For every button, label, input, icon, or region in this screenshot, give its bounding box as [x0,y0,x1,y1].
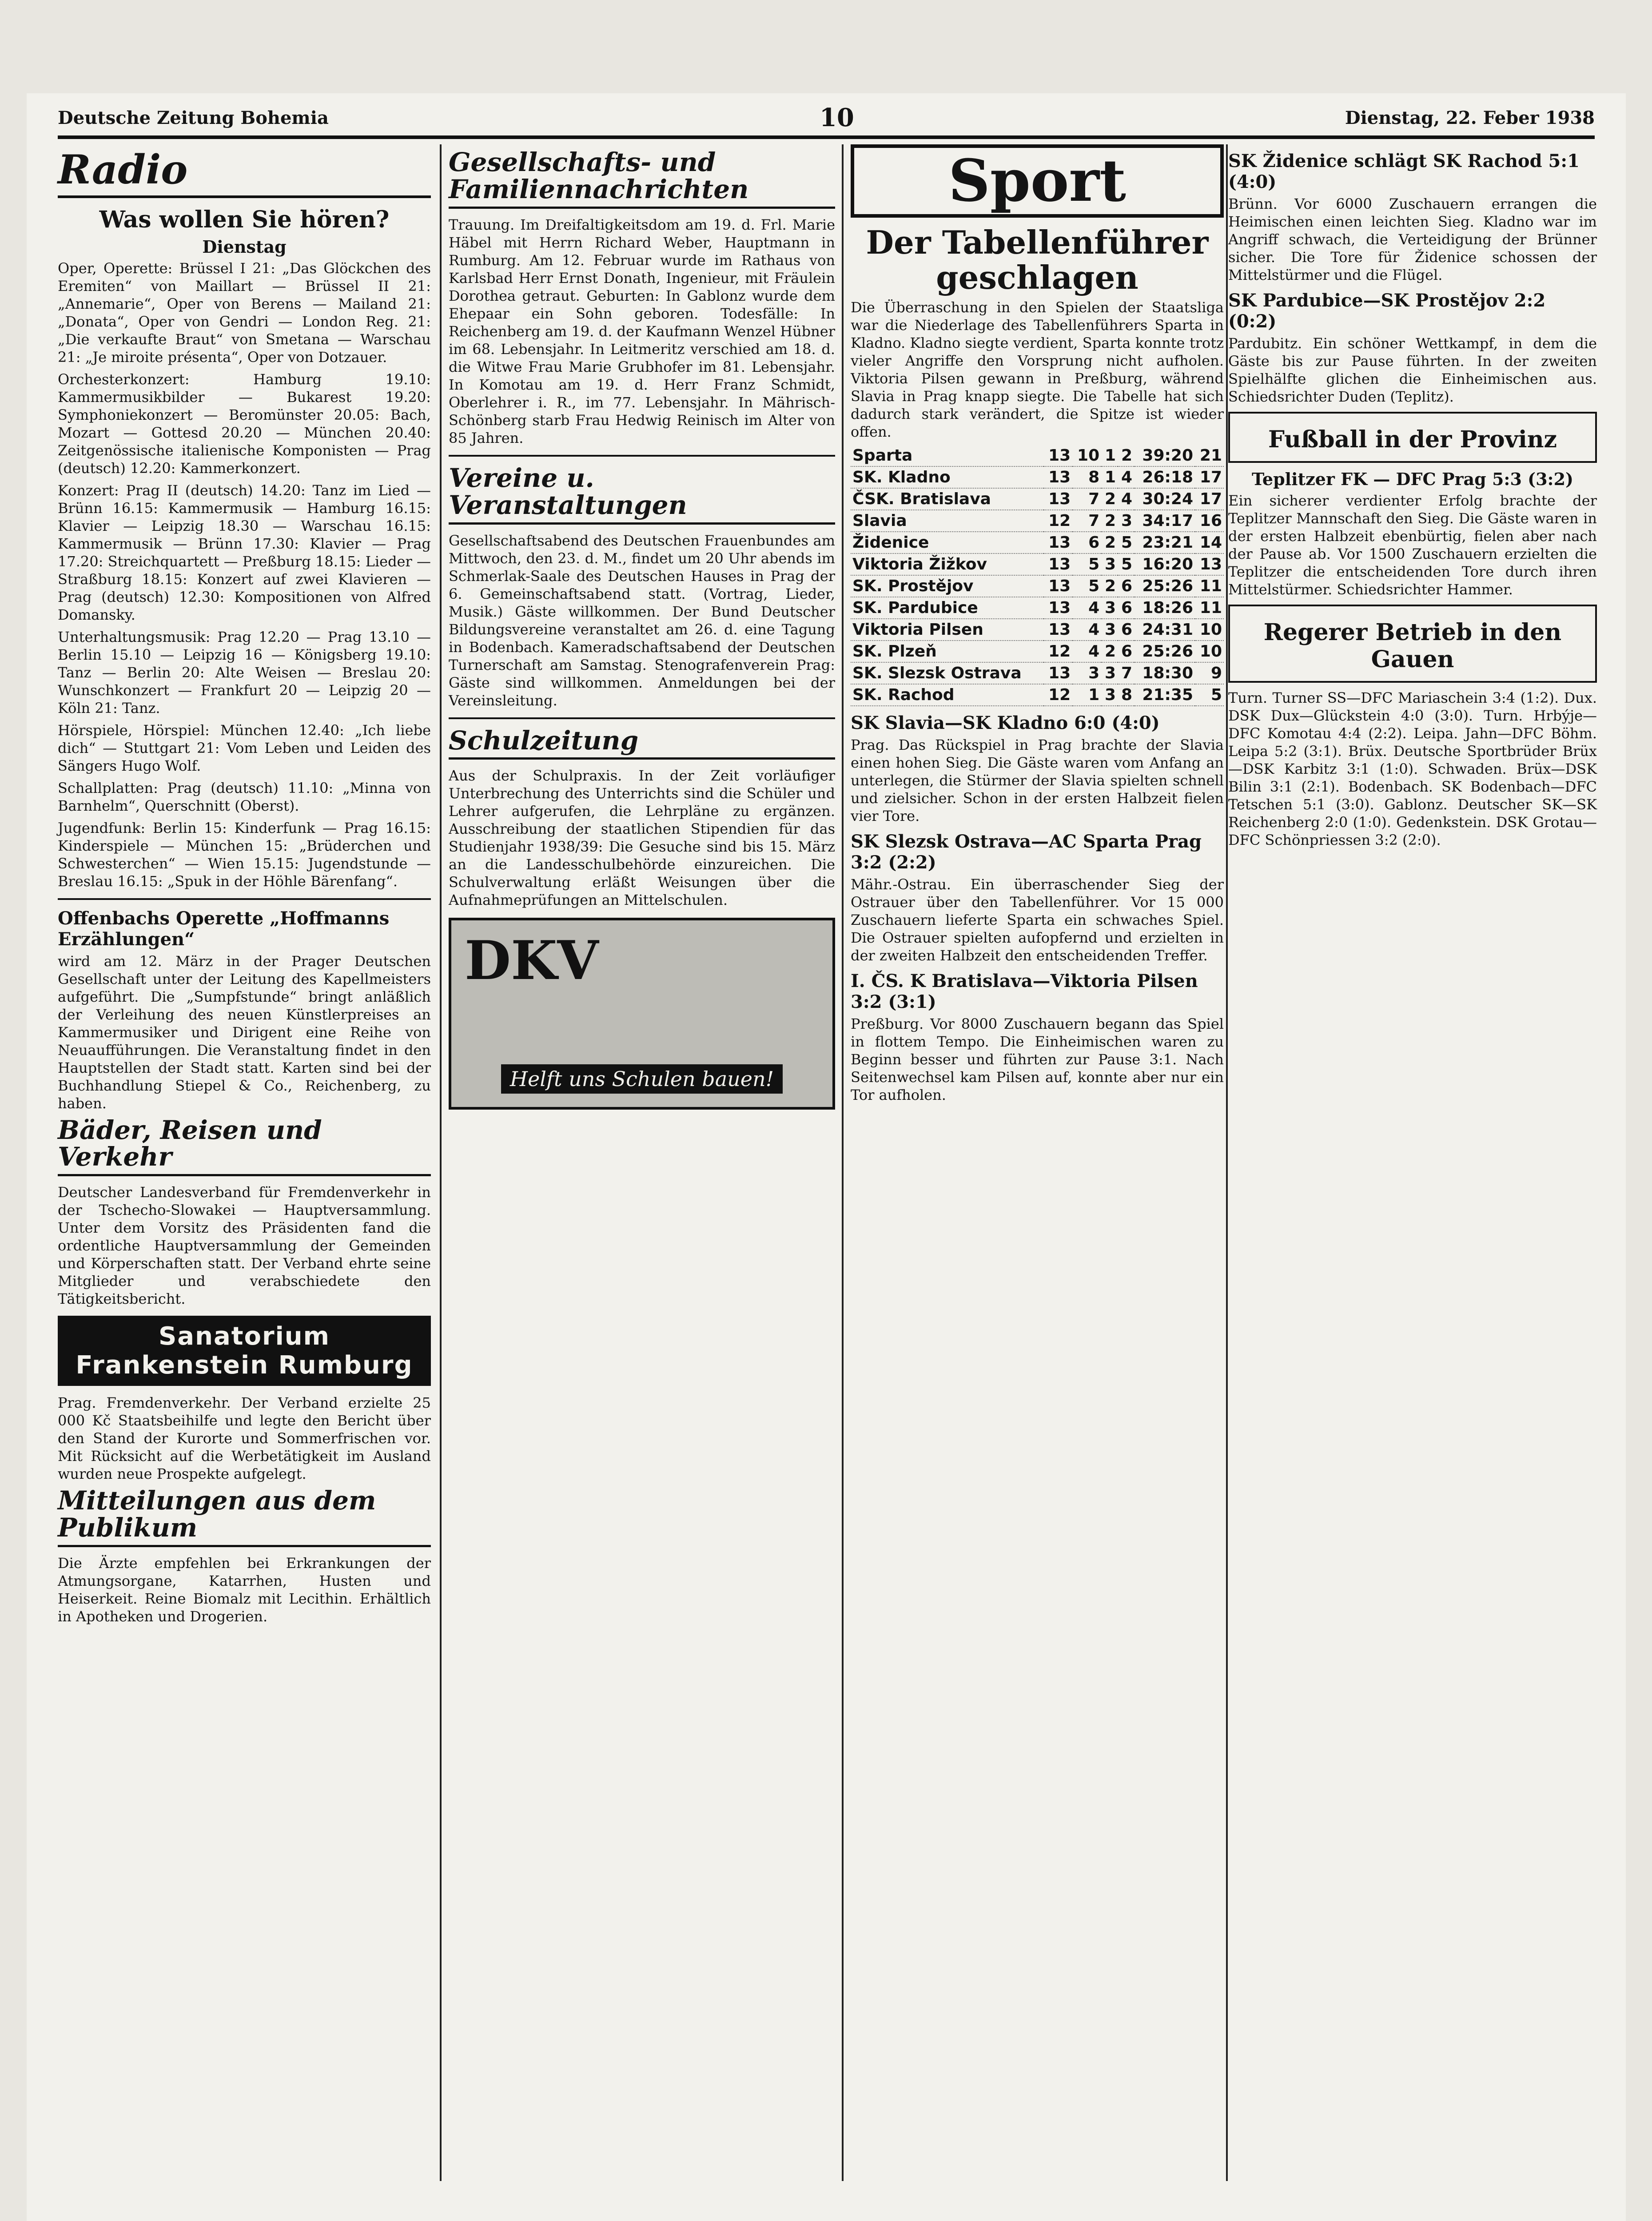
table-cell-w: 4 [1072,641,1101,662]
table-cell-p: 13 [1043,532,1072,553]
table-cell-p: 13 [1043,488,1072,510]
page-header [58,104,1595,131]
match-text: Brünn. Vor 6000 Zuschauern errangen die Heimischen einen leichten Sieg. Kladno war im Angriff schwach, die Verteidigung der Brünner sicher. Die Tore für Židenice schossen der Mittelstürmer und die Flügel. [1228,195,1597,283]
sport-lead-text: Die Überraschung in den Spielen der Staatsliga war die Niederlage des Tabellenführers Sparta in Kladno. Kladno siegte verdient, Sparta konnte trotz vieler Angriffe den Vorsprung nicht aufholen. Viktoria Pilsen gewann in Preßburg, während Slavia in Prag knapp siegte. Die Tabelle hat sich dadurch stark verändert, die Spitze ist wieder offen. [851,299,1224,440]
province-text: Ein sicherer verdienter Erfolg brachte der Teplitzer Mannschaft den Sieg. Die Gäste waren in der ersten Halbzeit ebenbürtig, fielen aber nach der Pause ab. Vor 1500 Zuschauern erzielten die Teplitzer die entscheidenden Tore durch ihren Mittelstürmer. Schiedsrichter Hammer. [1228,492,1597,598]
gaue-text: Turn. Turner SS—DFC Mariaschein 3:4 (1:2). Dux. DSK Dux—Glückstein 4:0 (3:0). Turn. Hrbýje—DFC Komotau 4:4 (2:2). Leipa. Jahn—DFC Böhm. Leipa 5:2 (3:1). Brüx. Deutsche Sportbrüder Brüx—DSK Karbitz 3:1 (1:0). Schwaden. Brüx—DSK Bilin 3:1 (2:1). Bodenbach. SK Bodenbach—DFC Tetschen 5:1 (3:0). Gablonz. Deutscher SK—SK Reichenberg 2:0 (1:0). Gedenkstein. DSK Grotau—DFC Schönpriessen 3:2 (2:0). [1228,689,1597,848]
table-cell-d: 3 [1101,662,1118,684]
table-cell-d: 2 [1101,510,1118,532]
table-cell-d: 2 [1101,488,1118,510]
travel-text-2: Prag. Fremdenverkehr. Der Verband erzielte 25 000 Kč Staatsbeihilfe und legte den Bericht über den Stand der Kurorte und Sommerfrischen vor. Mit Rücksicht auf die Werbetätigkeit im Ausland wurden neue Prospekte aufgelegt. [58,1394,431,1483]
society-title: Gesellschafts- und Familiennachrichten [449,149,835,209]
radio-program: Oper, Operette: Brüssel I 21: „Das Glöckchen des Eremiten“ von Maillart — Brüssel II 21: „Annemarie“, Oper von Berens — Mailand 21: „Donata“, Oper von Gendri — London Reg. 21: „Die verkaufte Braut“ von Smetana — Warschau 21: „Je miroite présenta“, Oper von Dotzauer. [58,259,431,366]
table-cell-team: SK. Pardubice [851,597,1043,619]
table-cell-goals: 18:30 [1134,662,1195,684]
table-cell-l: 4 [1118,488,1134,510]
table-cell-p: 13 [1043,553,1072,575]
table-cell-team: SK. Plzeň [851,641,1043,662]
table-cell-pts: 16 [1195,510,1224,532]
table-cell-team: Židenice [851,532,1043,553]
table-cell-w: 5 [1072,553,1101,575]
theater-heading: Offenbachs Operette „Hoffmanns Erzählungen“ [58,908,390,950]
table-cell-pts: 11 [1195,575,1224,597]
match-text: Prag. Das Rückspiel in Prag brachte der Slavia einen hohen Sieg. Die Gäste waren vom Anfang an unterlegen, die Stürmer der Slavia spielten schnell und zielsicher. Schon in der ersten Halbzeit fielen vier Tore. [851,736,1224,824]
table-cell-goals: 16:20 [1134,553,1195,575]
province-box [1228,412,1597,463]
table-cell-pts: 14 [1195,532,1224,553]
table-cell-l: 8 [1118,684,1134,706]
table-cell-l: 5 [1118,532,1134,553]
table-cell-p: 13 [1043,575,1072,597]
match-title: SK Slavia—SK Kladno 6:0 (4:0) [851,712,1160,733]
table-cell-goals: 34:17 [1134,510,1195,532]
sport-lead-title: Der Tabellenführer geschlagen [866,223,1209,296]
match-title: SK Slezsk Ostrava—AC Sparta Prag 3:2 (2:2) [851,831,1202,873]
table-cell-l: 6 [1118,597,1134,619]
table-cell-pts: 17 [1195,488,1224,510]
radio-title: Radio [58,149,431,198]
issue-date: Dienstag, 22. Feber 1938 [1345,107,1595,128]
table-row [851,466,1224,488]
table-cell-w: 10 [1072,445,1101,466]
table-cell-team: Viktoria Pilsen [851,619,1043,641]
radio-program: Hörspiele, Hörspiel: München 12.40: „Ich liebe dich“ — Stuttgart 21: Vom Leben und Leiden des Sängers Hugo Wolf. [58,721,431,774]
column-divider [440,144,442,2181]
school-text: Aus der Schulpraxis. In der Zeit vorläufiger Unterbrechung des Unterrichts sind die Schüler und Lehrer aufgerufen, die Lehrpläne zu ergänzen. Ausschreibung der staatlichen Stipendien für das Studienjahr 1938/39: Die Gesuche sind bis 15. März an die Landesschulbehörde einzureichen. Die Schulverwaltung erläßt Weisungen über die Aufnahmeprüfungen an Mittelschulen. [449,767,835,909]
table-cell-w: 5 [1072,575,1101,597]
table-cell-l: 2 [1118,445,1134,466]
column-divider [842,144,844,2181]
match-text: Mähr.-Ostrau. Ein überraschender Sieg der Ostrauer über den Tabellenführer. Vor 15 000 Zuschauern lieferte Sparta ein schwaches Spiel. Die Ostrauer spielten aufopfernd und erzielten in der zweiten Halbzeit den entscheidenden Treffer. [851,876,1224,964]
column-divider [1226,144,1228,2181]
table-cell-team: Viktoria Žižkov [851,553,1043,575]
table-cell-team: Slavia [851,510,1043,532]
table-cell-l: 4 [1118,466,1134,488]
province-subtitle: Teplitzer FK — DFC Prag 5:3 (3:2) [1252,469,1573,489]
league-table [851,445,1224,706]
table-cell-pts: 10 [1195,619,1224,641]
table-cell-team: ČSK. Bratislava [851,488,1043,510]
table-cell-team: SK. Rachod [851,684,1043,706]
theater-text: wird am 12. März in der Prager Deutschen Gesellschaft unter der Leitung des Kapellmeisters aufgeführt. Die „Sumpfstunde“ bringt anläßlich der Verleihung des neuen Künstlerpreises an Kammermusiker und Dirigent eine Reihe von Neuaufführungen. Die Veranstaltung findet in den Hauptstellen der Stadt statt. Karten sind bei der Buchhandlung Stiepel & Co., Reichenberg, zu haben. [58,952,431,1112]
table-cell-d: 2 [1101,641,1118,662]
table-cell-p: 13 [1043,466,1072,488]
radio-program: Schallplatten: Prag (deutsch) 11.10: „Minna von Barnhelm“, Querschnitt (Oberst). [58,779,431,814]
column-sport-2 [1228,144,1597,2190]
table-cell-d: 3 [1101,684,1118,706]
table-cell-d: 3 [1101,597,1118,619]
table-cell-w: 7 [1072,488,1101,510]
poster-slogan: Helft uns Schulen bauen! [501,1064,783,1094]
table-cell-pts: 13 [1195,553,1224,575]
table-cell-d: 2 [1101,575,1118,597]
table-cell-p: 13 [1043,445,1072,466]
table-cell-p: 12 [1043,510,1072,532]
sanatorium-ad: Sanatorium Frankenstein Rumburg [58,1316,431,1386]
table-cell-w: 7 [1072,510,1101,532]
section-divider [449,455,835,457]
table-cell-pts: 9 [1195,662,1224,684]
section-divider [58,898,431,900]
table-cell-goals: 24:31 [1134,619,1195,641]
table-cell-p: 12 [1043,641,1072,662]
table-cell-pts: 5 [1195,684,1224,706]
society-text: Trauung. Im Dreifaltigkeitsdom am 19. d. Frl. Marie Häbel mit Herrn Richard Weber, Hauptmann in Rumburg. Am 12. Februar wurde im Rathaus von Karlsbad Herr Ernst Donath, Ingenieur, mit Fräulein Dorothea getraut. Geburten: In Gablonz wurde dem Ehepaar ein Sohn geboren. Todesfälle: In Reichenberg am 19. d. der Kaufmann Wenzel Hübner im 68. Lebensjahr. In Leitmeritz verschied am 18. d. die Witwe Frau Marie Grubhofer im 81. Lebensjahr. In Komotau am 19. d. Herr Franz Schmidt, Oberlehrer i. R., im 77. Lebensjahr. In Mährisch-Schönberg starb Frau Hedwig Reinisch im Alter von 85 Jahren. [449,216,835,446]
radio-program: Orchesterkonzert: Hamburg 19.10: Kammermusikbilder — Bukarest 19.20: Symphoniekonzert — Beromünster 20.05: Bach, Mozart — Gottesd 20.20 — München 20.40: Zeitgenössische italienische Komponisten — Prag (deutsch) 12.20: Kammerkonzert. [58,370,431,477]
table-cell-p: 12 [1043,684,1072,706]
sport-title: Sport [851,144,1224,218]
gaue-title: Regerer Betrieb in den Gauen [1263,619,1562,673]
radio-heading: Was wollen Sie hören? [99,206,390,233]
table-row [851,597,1224,619]
table-cell-pts: 10 [1195,641,1224,662]
table-cell-d: 3 [1101,619,1118,641]
table-cell-goals: 25:26 [1134,641,1195,662]
match-title: SK Pardubice—SK Prostějov 2:2 (0:2) [1228,290,1546,332]
table-cell-w: 1 [1072,684,1101,706]
section-divider [449,717,835,719]
table-row [851,619,1224,641]
table-row [851,662,1224,684]
table-cell-goals: 26:18 [1134,466,1195,488]
radio-program: Konzert: Prag II (deutsch) 14.20: Tanz im Lied — Brünn 16.15: Kammermusik — Hamburg 16.15: Klavier — Leipzig 18.30 — Warschau 16.15: Kammermusik — Brünn 17.30: Klavier — Prag 17.20: Streichquartett — Preßburg 18.15: Lieder — Straßburg 18.15: Konzert auf zwei Klavieren — Prag (deutsch) 12.30: Kompositionen von Alfred Domansky. [58,482,431,623]
column-radio [58,144,431,2190]
table-cell-team: Sparta [851,445,1043,466]
public-title: Mitteilungen aus dem Publikum [58,1487,431,1547]
table-cell-goals: 23:21 [1134,532,1195,553]
dkv-poster [449,918,835,1110]
table-cell-l: 6 [1118,619,1134,641]
match-title: SK Židenice schlägt SK Rachod 5:1 (4:0) [1228,151,1580,192]
table-cell-w: 6 [1072,532,1101,553]
table-cell-goals: 39:20 [1134,445,1195,466]
gaue-box [1228,605,1597,683]
table-cell-pts: 21 [1195,445,1224,466]
travel-text: Deutscher Landesverband für Fremdenverkehr in der Tschecho-Slowakei — Hauptversammlung. Unter dem Vorsitz des Präsidenten fand die ordentliche Hauptversammlung der Gemeinden und Körperschaften statt. Der Verband ehrte seine Mitglieder und verabschiedete den Tätigkeitsbericht. [58,1184,431,1308]
table-row [851,684,1224,706]
match-text: Pardubitz. Ein schöner Wettkampf, in dem die Gäste bis zur Pause führten. In der zweiten Spielhälfte glichen die Einheimischen aus. Schiedsrichter Duden (Teplitz). [1228,335,1597,405]
table-cell-goals: 30:24 [1134,488,1195,510]
clubs-title: Vereine u. Veranstaltungen [449,465,835,525]
table-cell-goals: 21:35 [1134,684,1195,706]
paper-name: Deutsche Zeitung Bohemia [58,107,329,128]
table-row [851,445,1224,466]
table-cell-d: 1 [1101,466,1118,488]
table-row [851,575,1224,597]
travel-title: Bäder, Reisen und Verkehr [58,1117,431,1177]
table-cell-p: 13 [1043,662,1072,684]
table-cell-l: 3 [1118,510,1134,532]
school-title: Schulzeitung [449,727,835,760]
table-cell-d: 1 [1101,445,1118,466]
header-rule [58,135,1595,139]
radio-program: Unterhaltungsmusik: Prag 12.20 — Prag 13.10 — Berlin 15.10 — Leipzig 16 — Königsberg 19.10: Tanz — Berlin 20: Alte Weisen — Breslau 20: Wunschkonzert — Frankfurt 20 — Leipzig 20 — Köln 21: Tanz. [58,628,431,716]
match-text: Preßburg. Vor 8000 Zuschauern begann das Spiel in flottem Tempo. Die Einheimischen waren zu Beginn besser und führten zur Pause 3:1. Nach Seitenwechsel kam Pilsen auf, konnte aber nur ein Tor aufholen. [851,1015,1224,1103]
column-society [449,144,835,2190]
table-cell-goals: 25:26 [1134,575,1195,597]
page-number: 10 [819,103,854,132]
table-cell-l: 6 [1118,575,1134,597]
table-cell-w: 4 [1072,619,1101,641]
table-cell-goals: 18:26 [1134,597,1195,619]
table-cell-d: 2 [1101,532,1118,553]
table-row [851,532,1224,553]
table-cell-pts: 17 [1195,466,1224,488]
match-title: I. ČS. K Bratislava—Viktoria Pilsen 3:2 (3:1) [851,970,1198,1012]
table-cell-w: 4 [1072,597,1101,619]
radio-program: Jugendfunk: Berlin 15: Kinderfunk — Prag 16.15: Kinderspiele — München 15: „Brüderchen und Schwesterchen“ — Wien 15.15: Jugendstunde — Breslau 16.15: „Spuk in der Höhle Bärenfang“. [58,819,431,890]
table-cell-l: 6 [1118,641,1134,662]
radio-day: Dienstag [202,236,287,257]
table-cell-l: 5 [1118,553,1134,575]
table-cell-p: 13 [1043,619,1072,641]
table-row [851,553,1224,575]
table-cell-l: 7 [1118,662,1134,684]
table-row [851,641,1224,662]
table-cell-w: 8 [1072,466,1101,488]
dkv-logo: DKV [465,929,599,992]
table-cell-team: SK. Kladno [851,466,1043,488]
table-cell-p: 13 [1043,597,1072,619]
table-cell-pts: 11 [1195,597,1224,619]
public-text: Die Ärzte empfehlen bei Erkrankungen der Atmungsorgane, Katarrhen, Husten und Heiserkeit. Reine Biomalz mit Lecithin. Erhältlich in Apotheken und Drogerien. [58,1555,431,1625]
clubs-text: Gesellschaftsabend des Deutschen Frauenbundes am Mittwoch, den 23. d. M., findet um 20 Uhr abends im Schmerlak-Saale des Deutschen Hauses in Prag der 6. Gemeinschaftsabend statt. (Vortrag, Lieder, Musik.) Gäste willkommen. Der Bund Deutscher Bildungsvereine veranstaltet am 26. d. eine Tagung in Bodenbach. Kameradschaftsabend der Deutschen Turnerschaft am Samstag. Stenografenverein Prag: Gäste sind willkommen. Anmeldungen bei der Vereinsleitung. [449,532,835,709]
table-row [851,488,1224,510]
table-cell-w: 3 [1072,662,1101,684]
column-sport [851,144,1224,2190]
table-cell-d: 3 [1101,553,1118,575]
table-row [851,510,1224,532]
table-cell-team: SK. Prostějov [851,575,1043,597]
province-title: Fußball in der Provinz [1268,426,1557,453]
table-cell-team: SK. Slezsk Ostrava [851,662,1043,684]
